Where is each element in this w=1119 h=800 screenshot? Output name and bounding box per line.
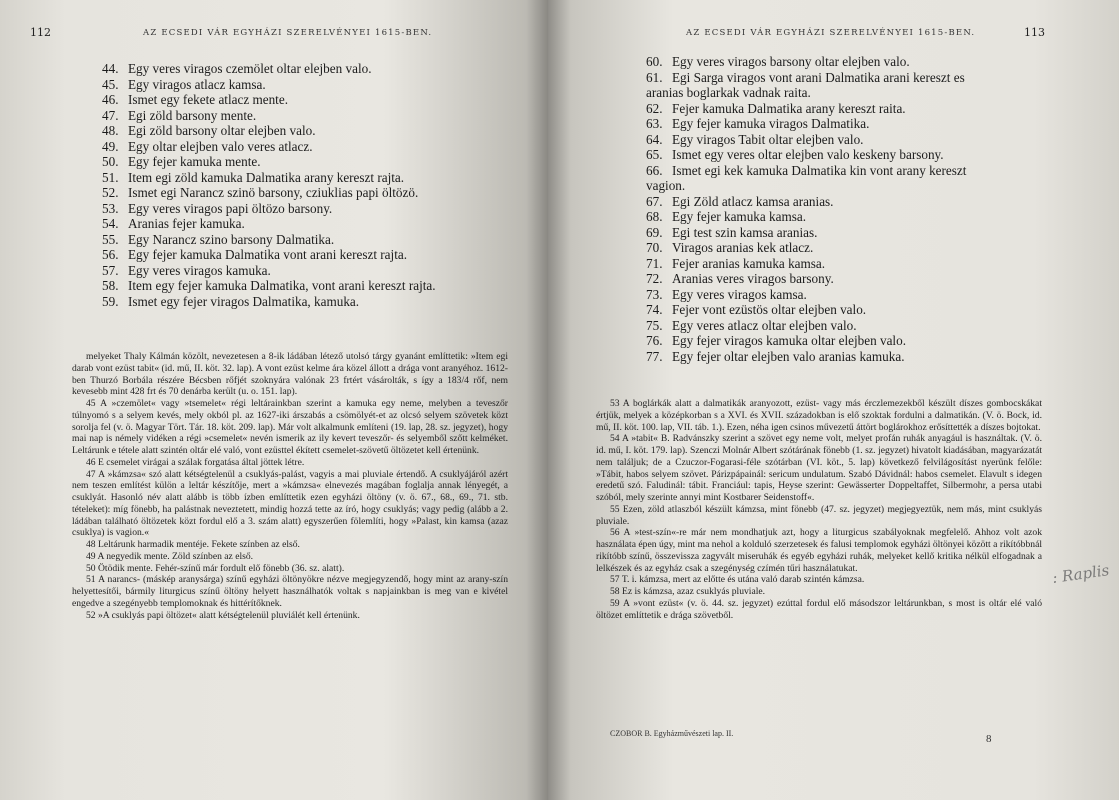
item-text: Egi zöld barsony oltar elejben valo. (128, 123, 316, 138)
footnote: 49 A negyedik mente. Zöld színben az első. (86, 550, 254, 562)
item-number: 67. (646, 193, 663, 209)
item-number: 61. (646, 69, 663, 85)
item-number: 57. (102, 262, 119, 278)
item-text: Ismet egy fekete atlacz mente. (128, 92, 288, 107)
item-number: 77. (646, 348, 663, 364)
item-number: 69. (646, 224, 663, 240)
inventory-item (646, 54, 966, 70)
inventory-item (102, 139, 436, 155)
inventory-item (102, 61, 436, 77)
item-number: 51. (102, 169, 119, 185)
item-text: Egy fejer kamuka mente. (128, 154, 261, 169)
inventory-item (646, 302, 966, 318)
inventory-list-left (102, 61, 436, 309)
item-text: Egy veres atlacz oltar elejben valo. (672, 317, 857, 333)
item-text: Egy fejer viragos kamuka oltar elejben valo. (672, 333, 906, 348)
footnote: 59 A »vont ezüst« (v. ö. 44. sz. jegyzet) ezúttal fordul elő másodszor leltárunkban, s most is oltár elé való öltözet említtetik e drága szövetből. (596, 597, 1042, 621)
footnote: 45 A »czemölet« vagy »tsemelet« régi leltárainkban szerint a kamuka egy neme, melyben a teveszőr túlnyomó s a selyem kevés, mely okból pl. az 1627-iki árszabás a csömölyét-et az olcsó selyem szövetek közt sorolja fel (v. ö. Magyar Tört. Tár. 18. köt. 209. lap). Már volt alkalmunk említeni (19. lap, 28. sz. jegyzet), hogy mai nap is némely vidéken a régi »csemelet« nevén ismerik az ily kevert teveszőr- és selyemből szőtt kelméket. Leltárunk e tétele alatt szintén oltár elé való, vont ezüsttel ékített csemelet-szövetű öltözetet kell értenünk. (72, 398, 508, 456)
item-number: 56. (102, 247, 119, 262)
item-number: 50. (102, 154, 119, 169)
footnote: 52 »A csuklyás papi öltözet« alatt kétségtelenül pluviálét kell értenünk. (86, 609, 360, 621)
inventory-item (646, 209, 966, 225)
inventory-item (646, 271, 966, 287)
item-text: Egi Zöld atlacz kamsa aranias. (672, 193, 834, 209)
inventory-item (646, 333, 966, 349)
item-text: Egi Sarga viragos vont arani Dalmatika arani kereszt es (672, 69, 965, 85)
item-number: 72. (646, 271, 663, 286)
right-page (548, 0, 1119, 800)
item-text: Ismet egy veres oltar elejben valo keskeny barsony. (672, 147, 944, 162)
inventory-item (646, 318, 966, 334)
item-text: Egi zöld barsony mente. (128, 107, 257, 123)
item-text: Fejer aranias kamuka kamsa. (672, 255, 826, 271)
item-number: 58. (102, 278, 119, 293)
footnote: 53 A boglárkák alatt a dalmatikák aranyozott, ezüst- vagy más érczlemezekből készült díszes gombocskákat értjük, melyek a középkorban s a XVI. és XVII. századokban is elő szoktak fordulni a dalmatikán. (V. ö. Bock, id. mű, II. köt. 100. lap, VII. táb. 1.). Ezen, néha igen csinos művezetű áttört boglárokhoz erősíttették a díszes bojtokat. (596, 398, 1042, 433)
inventory-item (646, 287, 966, 303)
item-number: 46. (102, 92, 119, 107)
item-number: 59. (102, 293, 119, 309)
inventory-item-continuation: vagion. (646, 178, 686, 193)
item-text: Egy Narancz szino barsony Dalmatika. (128, 231, 335, 247)
item-number: 76. (646, 333, 663, 348)
footnote: 54 A »tabit« B. Radvánszky szerint a szövet egy neme volt, melyet profán ruhák anyagául is használtak. (V. ö. id. mű, I. köt. 179. lap). Szenczi Molnár Albert szótárának fönebb (1. sz. jegyzet) hivatolt kiadásában, magyarázatát nem találjuk; de a Czuczor-Fogarasi-féle szótárban (VI. köt., 5. lap) következő felvilágosítást nyerünk felőle: »Tábit, habos selyem szövet. Párizpápainál: sericum undulatum. Szabó Dávidnál: habos csemelet. Elavult s idegen eredetű szó. Faludinál: tábit. Franciául: tapis, Heyse szerint: Gewässerter Doppeltaffet, Silbermohr, a persa utabi szóból, mely szerinte annyi mint Kostbarer Seidenstoff«. (596, 433, 1042, 503)
signature-mark: 8 (986, 733, 992, 745)
footnotes-left (72, 351, 508, 621)
item-number: 49. (102, 138, 119, 154)
footnotes-right (596, 398, 1042, 621)
inventory-item (646, 240, 966, 256)
item-text: Ismet egi kek kamuka Dalmatika kin vont arany kereszt (672, 162, 967, 178)
item-text: Egy viragos Tabit oltar elejben valo. (672, 131, 864, 147)
inventory-item (102, 170, 436, 186)
item-text: Aranias veres viragos barsony. (672, 271, 834, 286)
item-text: Aranias fejer kamuka. (128, 216, 245, 231)
inventory-item (102, 92, 436, 108)
item-number: 65. (646, 147, 663, 162)
item-text: Fejer vont ezüstös oltar elejben valo. (672, 302, 867, 317)
item-number: 48. (102, 123, 119, 138)
page-number-left: 112 (30, 26, 51, 39)
item-text: Egy veres viragos kamuka. (128, 262, 271, 278)
inventory-item (646, 163, 966, 179)
inventory-item (102, 294, 436, 310)
item-text: Item egy fejer kamuka Dalmatika, vont arani kereszt rajta. (128, 278, 436, 293)
footnote: 50 Ötödik mente. Fehér-színű már fordult elő fönebb (36. sz. alatt). (86, 562, 345, 574)
item-text: Item egi zöld kamuka Dalmatika arany kereszt rajta. (128, 169, 405, 185)
inventory-item (646, 132, 966, 148)
inventory-item (646, 70, 966, 86)
inventory-item (102, 201, 436, 217)
footer-credit: CZOBOR B. Egyházművészeti lap. II. (610, 729, 734, 738)
footnote: 58 Ez is kámzsa, azaz csuklyás pluviale. (610, 586, 766, 597)
item-text: Egy fejer kamuka viragos Dalmatika. (672, 116, 870, 131)
item-number: 53. (102, 200, 119, 216)
item-number: 64. (646, 131, 663, 147)
item-text: Egy fejer kamuka Dalmatika vont arani kereszt rajta. (128, 247, 408, 262)
inventory-item (102, 232, 436, 248)
item-number: 45. (102, 76, 119, 92)
item-text: Egy veres viragos papi öltözo barsony. (128, 200, 333, 216)
left-page (0, 0, 548, 800)
inventory-item (646, 256, 966, 272)
item-number: 63. (646, 116, 663, 131)
item-number: 70. (646, 240, 663, 255)
item-number: 44. (102, 61, 119, 76)
inventory-item (102, 185, 436, 201)
item-number: 52. (102, 185, 119, 200)
item-number: 54. (102, 216, 119, 231)
item-text: Egy fejer oltar elejben valo aranias kamuka. (672, 348, 905, 364)
footnote: 57 T. i. kámzsa, mert az előtte és utána való darab szintén kámzsa. (610, 574, 865, 586)
footnote: 55 Ezen, zöld atlaszból készült kámzsa, mint fönebb (47. sz. jegyzet) megjegyeztük, nem más, mint csuklyás pluviale. (596, 503, 1042, 527)
item-text: Egi test szin kamsa aranias. (672, 224, 818, 240)
inventory-list-right (646, 54, 966, 364)
inventory-item (646, 101, 966, 117)
inventory-item (102, 263, 436, 279)
item-text: Ismet egi Narancz szinö barsony, cziuklias papi öltözö. (128, 185, 419, 200)
inventory-item (102, 247, 436, 263)
inventory-item (646, 194, 966, 210)
item-text: Egy veres viragos barsony oltar elejben valo. (672, 54, 910, 69)
item-number: 66. (646, 162, 663, 178)
item-number: 47. (102, 107, 119, 123)
inventory-item (102, 108, 436, 124)
footnote: melyeket Thaly Kálmán közölt, nevezetesen a 8-ik ládában létező utolsó tárgy gyanánt említtetik: »Item egi darab vont ezüst tabit« (id. mű, II. köt. 32. lap). A vont ezüst kelme ára közel állott a drága vont aranyéhoz. 1612-ben Thurzó Borbála részére Bécsben rőfjét szoknyára valónak 23 frtért vásárolták, s így a 183/4 rőf, nem kevesebb mint 428 frt és 70 denárba került (u. o. 151. lap). (72, 351, 508, 398)
item-text: Egy veres viragos kamsa. (672, 286, 807, 302)
item-number: 75. (646, 317, 663, 333)
margin-annotation: : Raplis (1051, 561, 1111, 587)
page-number-right: 113 (1024, 26, 1045, 39)
item-text: Egy fejer kamuka kamsa. (672, 209, 807, 224)
footnote: 56 A »test-szín«-re már nem mondhatjuk azt, hogy a liturgicus szabályoknak megfelelő. Ahhoz volt azok használata épen úgy, mint ma nehol a kolduló szerzetesek és falusi templomok egyházi öltönyei között a rikítóbbnál rikítóbb színű, összevissza zagyvált miseruhák és egyéb egyházi ruhák, melyeket kellő kritika nélkül elfogadnak a lelkészek és az egyház csak a szegénység czímén tűri használatukat. (596, 527, 1042, 574)
inventory-item-continuation: aranias boglarkak vadnak raita. (646, 85, 811, 100)
item-number: 55. (102, 231, 119, 247)
inventory-item (102, 123, 436, 139)
footnote: 47 A »kámzsa« szó alatt kétségtelenül a csuklyás-palást, vagyis a mai pluviale értendő. A csuklyájáról azért nem teszen említést külön a leltár készítője, mert a »kámzsa« elnevezés magában foglalja annak lényegét, a csuklyát. Hasonló név alatt alább is több ízben említtetik ezen egyházi öltöny (v. ö. 67., 68., 69., 71. stb. tételeket): míg fönebb, ha palástnak neveztetett, mindig hozzá tette az író, hogy csuklyás; vagy pedig (alább a 2. ládában található öltözetek közt fordul elő a 3. szám alatt) egyszerűen fölemlíti, hogy »Palast, kin kamsa (azaz csuklya) is vagion.« (72, 468, 508, 539)
inventory-item (646, 225, 966, 241)
footnote: 51 A narancs- (máskép aranysárga) színű egyházi öltönyökre nézve megjegyzendő, hogy mint az arany-szín helyettesítői, bármily liturgicus színű öltöny helyett használhatók voltak s napjainkban is meg van e kivétel engedve a szegényebb templomoknak és hittérítőknek. (72, 574, 508, 609)
item-number: 68. (646, 209, 663, 224)
item-text: Ismet egy fejer viragos Dalmatika, kamuka. (128, 293, 360, 309)
inventory-item (102, 154, 436, 170)
inventory-item (102, 216, 436, 232)
inventory-item (646, 116, 966, 132)
item-text: Egy oltar elejben valo veres atlacz. (128, 138, 313, 154)
item-number: 71. (646, 255, 663, 271)
item-text: Viragos aranias kek atlacz. (672, 240, 814, 255)
inventory-item (102, 278, 436, 294)
item-text: Egy veres viragos czemölet oltar elejben valo. (128, 61, 372, 76)
item-number: 74. (646, 302, 663, 317)
footnote: 48 Leltárunk harmadik mentéje. Fekete színben az első. (86, 539, 300, 550)
item-number: 60. (646, 54, 663, 69)
item-number: 62. (646, 100, 663, 116)
inventory-item (646, 147, 966, 163)
item-text: Egy viragos atlacz kamsa. (128, 76, 266, 92)
running-head-right: AZ ECSEDI VÁR EGYHÁZI SZERELVÉNYEI 1615-BEN. (686, 28, 976, 38)
inventory-item (102, 77, 436, 93)
footnote: 46 E csemelet virágai a szálak forgatása által jöttek létre. (86, 456, 305, 468)
item-text: Fejer kamuka Dalmatika arany kereszt raita. (672, 100, 906, 116)
inventory-item (646, 349, 966, 365)
item-number: 73. (646, 286, 663, 302)
running-head-left: AZ ECSEDI VÁR EGYHÁZI SZERELVÉNYEI 1615-BEN. (143, 28, 433, 38)
